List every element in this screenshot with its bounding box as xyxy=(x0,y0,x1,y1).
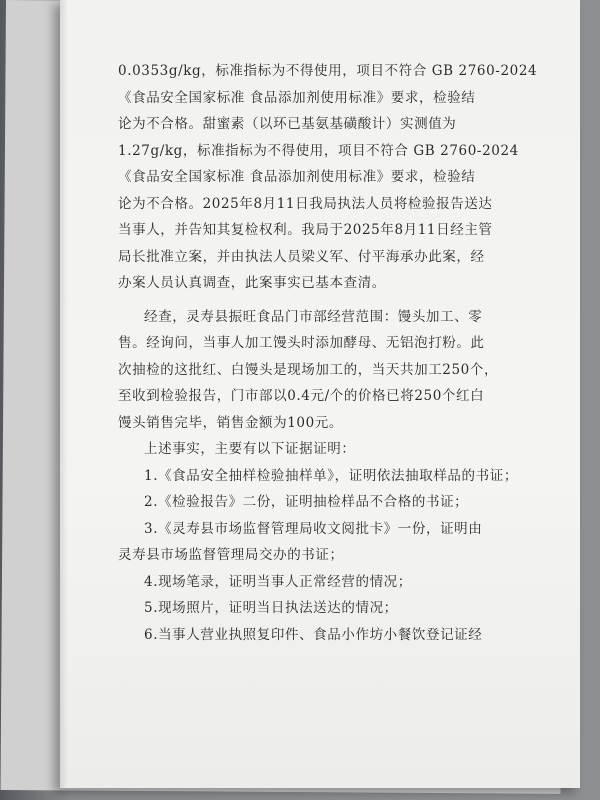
investigation-line: 经查，灵寿县振旺食品门市部经营范围：馒头加工、零 xyxy=(144,308,483,325)
document-body xyxy=(118,58,546,648)
body-line: 办案人员认真调查，此案事实已基本查清。 xyxy=(118,275,386,291)
investigation-line: 馒头销售完毕，销售金额为100元。 xyxy=(118,414,343,431)
evidence-item-continuation: 灵寿县市场监督管理局交办的书证； xyxy=(118,547,344,563)
evidence-item: 3.《灵寿县市场监督管理局收文阅批卡》一份，证明由 xyxy=(144,520,483,537)
body-line: 《食品安全国家标准 食品添加剂使用标准》要求，检验结 xyxy=(118,169,476,185)
body-line: 局长批准立案，并由执法人员梁义军、付平海承办此案，经 xyxy=(118,248,485,265)
document-page xyxy=(60,0,580,788)
evidence-item: 4.现场笔录，证明当事人正常经营的情况； xyxy=(144,573,412,590)
paragraph-gap xyxy=(118,297,546,304)
body-line: 论为不合格。甜蜜素（以环已基氨基磺酸计）实测值为 xyxy=(118,116,457,132)
body-line: 论为不合格。2025年8月11日我局执法人员将检验报告送达 xyxy=(118,195,493,212)
evidence-item: 1.《食品安全抽样检验抽样单》，证明依法抽取样品的书证； xyxy=(144,467,518,484)
evidence-item: 6.当事人营业执照复印件、食品小作坊小餐饮登记证经 xyxy=(144,626,483,643)
investigation-line: 售。经询问，当事人加工馒头时添加酵母、无铝泡打粉。此 xyxy=(118,335,485,351)
body-line: 《食品安全国家标准 食品添加剂使用标准》要求，检验结 xyxy=(118,89,476,106)
evidence-item: 2.《检验报告》二份，证明抽检样品不合格的书证； xyxy=(144,494,469,510)
body-line: 0.0353g/kg，标准指标为不得使用，项目不符合 GB 2760-2024 xyxy=(118,63,538,79)
body-line: 1.27g/kg，标准指标为不得使用，项目不符合 GB 2760-2024 xyxy=(118,142,519,159)
investigation-line: 至收到检验报告，门市部以0.4元/个的价格已将250个红白 xyxy=(118,388,485,404)
evidence-intro: 上述事实，主要有以下证据证明： xyxy=(144,441,356,457)
investigation-line: 次抽检的这批红、白馒头是现场加工的，当天共加工250个， xyxy=(118,361,499,378)
body-line: 当事人，并告知其复检权利。我局于2025年8月11日经主管 xyxy=(118,222,493,238)
evidence-item: 5.现场照片，证明当日执法送达的情况； xyxy=(144,600,398,616)
page-shadow-edge xyxy=(60,0,68,788)
